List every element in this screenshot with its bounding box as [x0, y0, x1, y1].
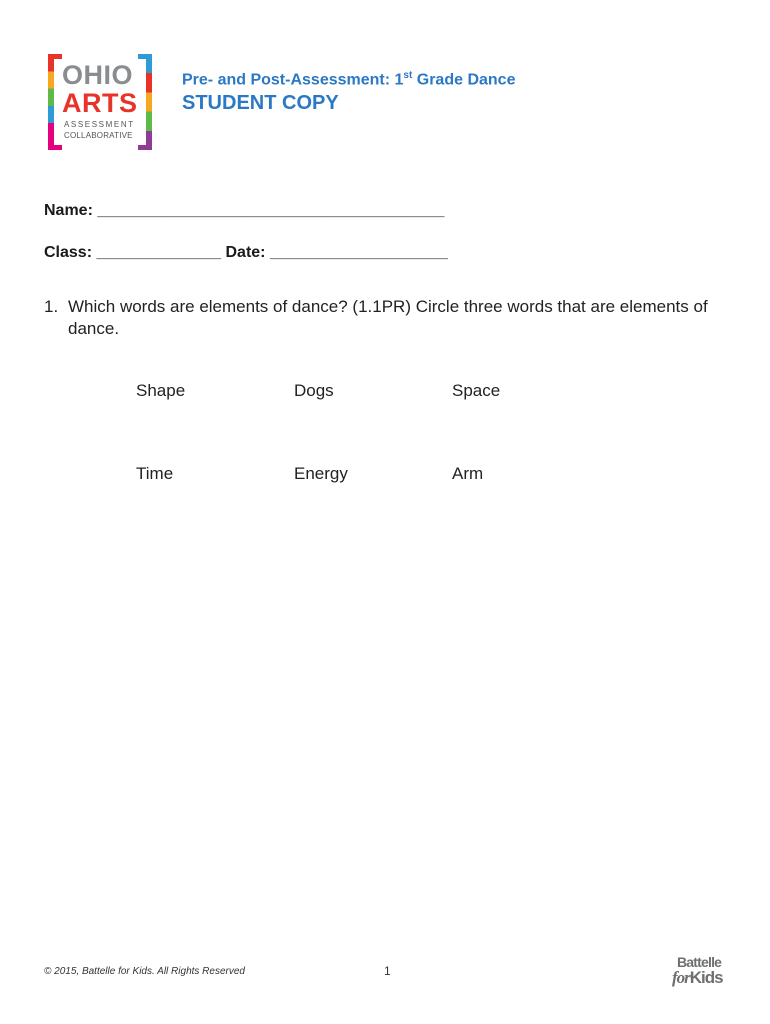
title-suffix: Grade Dance	[412, 71, 516, 89]
page-number: 1	[384, 964, 391, 978]
brand-line1: Battelle	[677, 954, 722, 970]
word-option[interactable]: Energy	[294, 464, 348, 483]
logo-bracket-cap	[48, 145, 62, 150]
class-blank[interactable]: ______________	[96, 244, 222, 261]
class-date-field	[44, 244, 448, 262]
name-blank[interactable]: _______________________________________	[97, 202, 445, 219]
title-prefix: Pre- and Post-Assessment: 1	[182, 71, 404, 89]
copyright-notice: © 2015, Battelle for Kids. All Rights Reserved	[44, 966, 245, 977]
date-blank[interactable]: ____________________	[269, 244, 448, 261]
word-option[interactable]: Arm	[452, 464, 484, 483]
logo-bracket-cap	[138, 145, 152, 150]
word-option[interactable]: Dogs	[294, 381, 334, 400]
logo-right-bracket	[146, 54, 152, 150]
student-copy-heading: STUDENT COPY	[182, 92, 339, 114]
logo-left-bracket	[48, 54, 54, 150]
date-label: Date:	[221, 244, 270, 261]
word-option[interactable]: Shape	[136, 381, 186, 400]
logo-arts-text: ARTS	[62, 88, 138, 118]
question-number: 1.	[44, 297, 59, 316]
class-label: Class:	[44, 244, 97, 261]
document-title	[182, 70, 515, 89]
logo-collaborative-text: COLLABORATIVE	[64, 131, 133, 140]
word-option[interactable]: Time	[136, 464, 174, 483]
question-text: Which words are elements of dance? (1.1PR) Circle three words that are elements of dance.	[68, 297, 708, 338]
word-option[interactable]: Space	[452, 381, 501, 400]
ohio-arts-logo	[48, 54, 152, 150]
logo-bracket-cap	[138, 54, 152, 59]
name-field	[44, 202, 444, 220]
brand-for: for	[672, 968, 690, 987]
logo-assessment-text: ASSESSMENT	[64, 120, 135, 129]
brand-line2	[672, 968, 723, 988]
logo-ohio-text: OHIO	[62, 60, 134, 90]
name-label: Name:	[44, 202, 98, 219]
logo-bracket-cap	[48, 54, 62, 59]
question-1	[44, 296, 734, 340]
title-superscript: st	[403, 70, 413, 81]
brand-kids: Kids	[689, 968, 723, 987]
battelle-for-kids-logo	[672, 954, 734, 994]
